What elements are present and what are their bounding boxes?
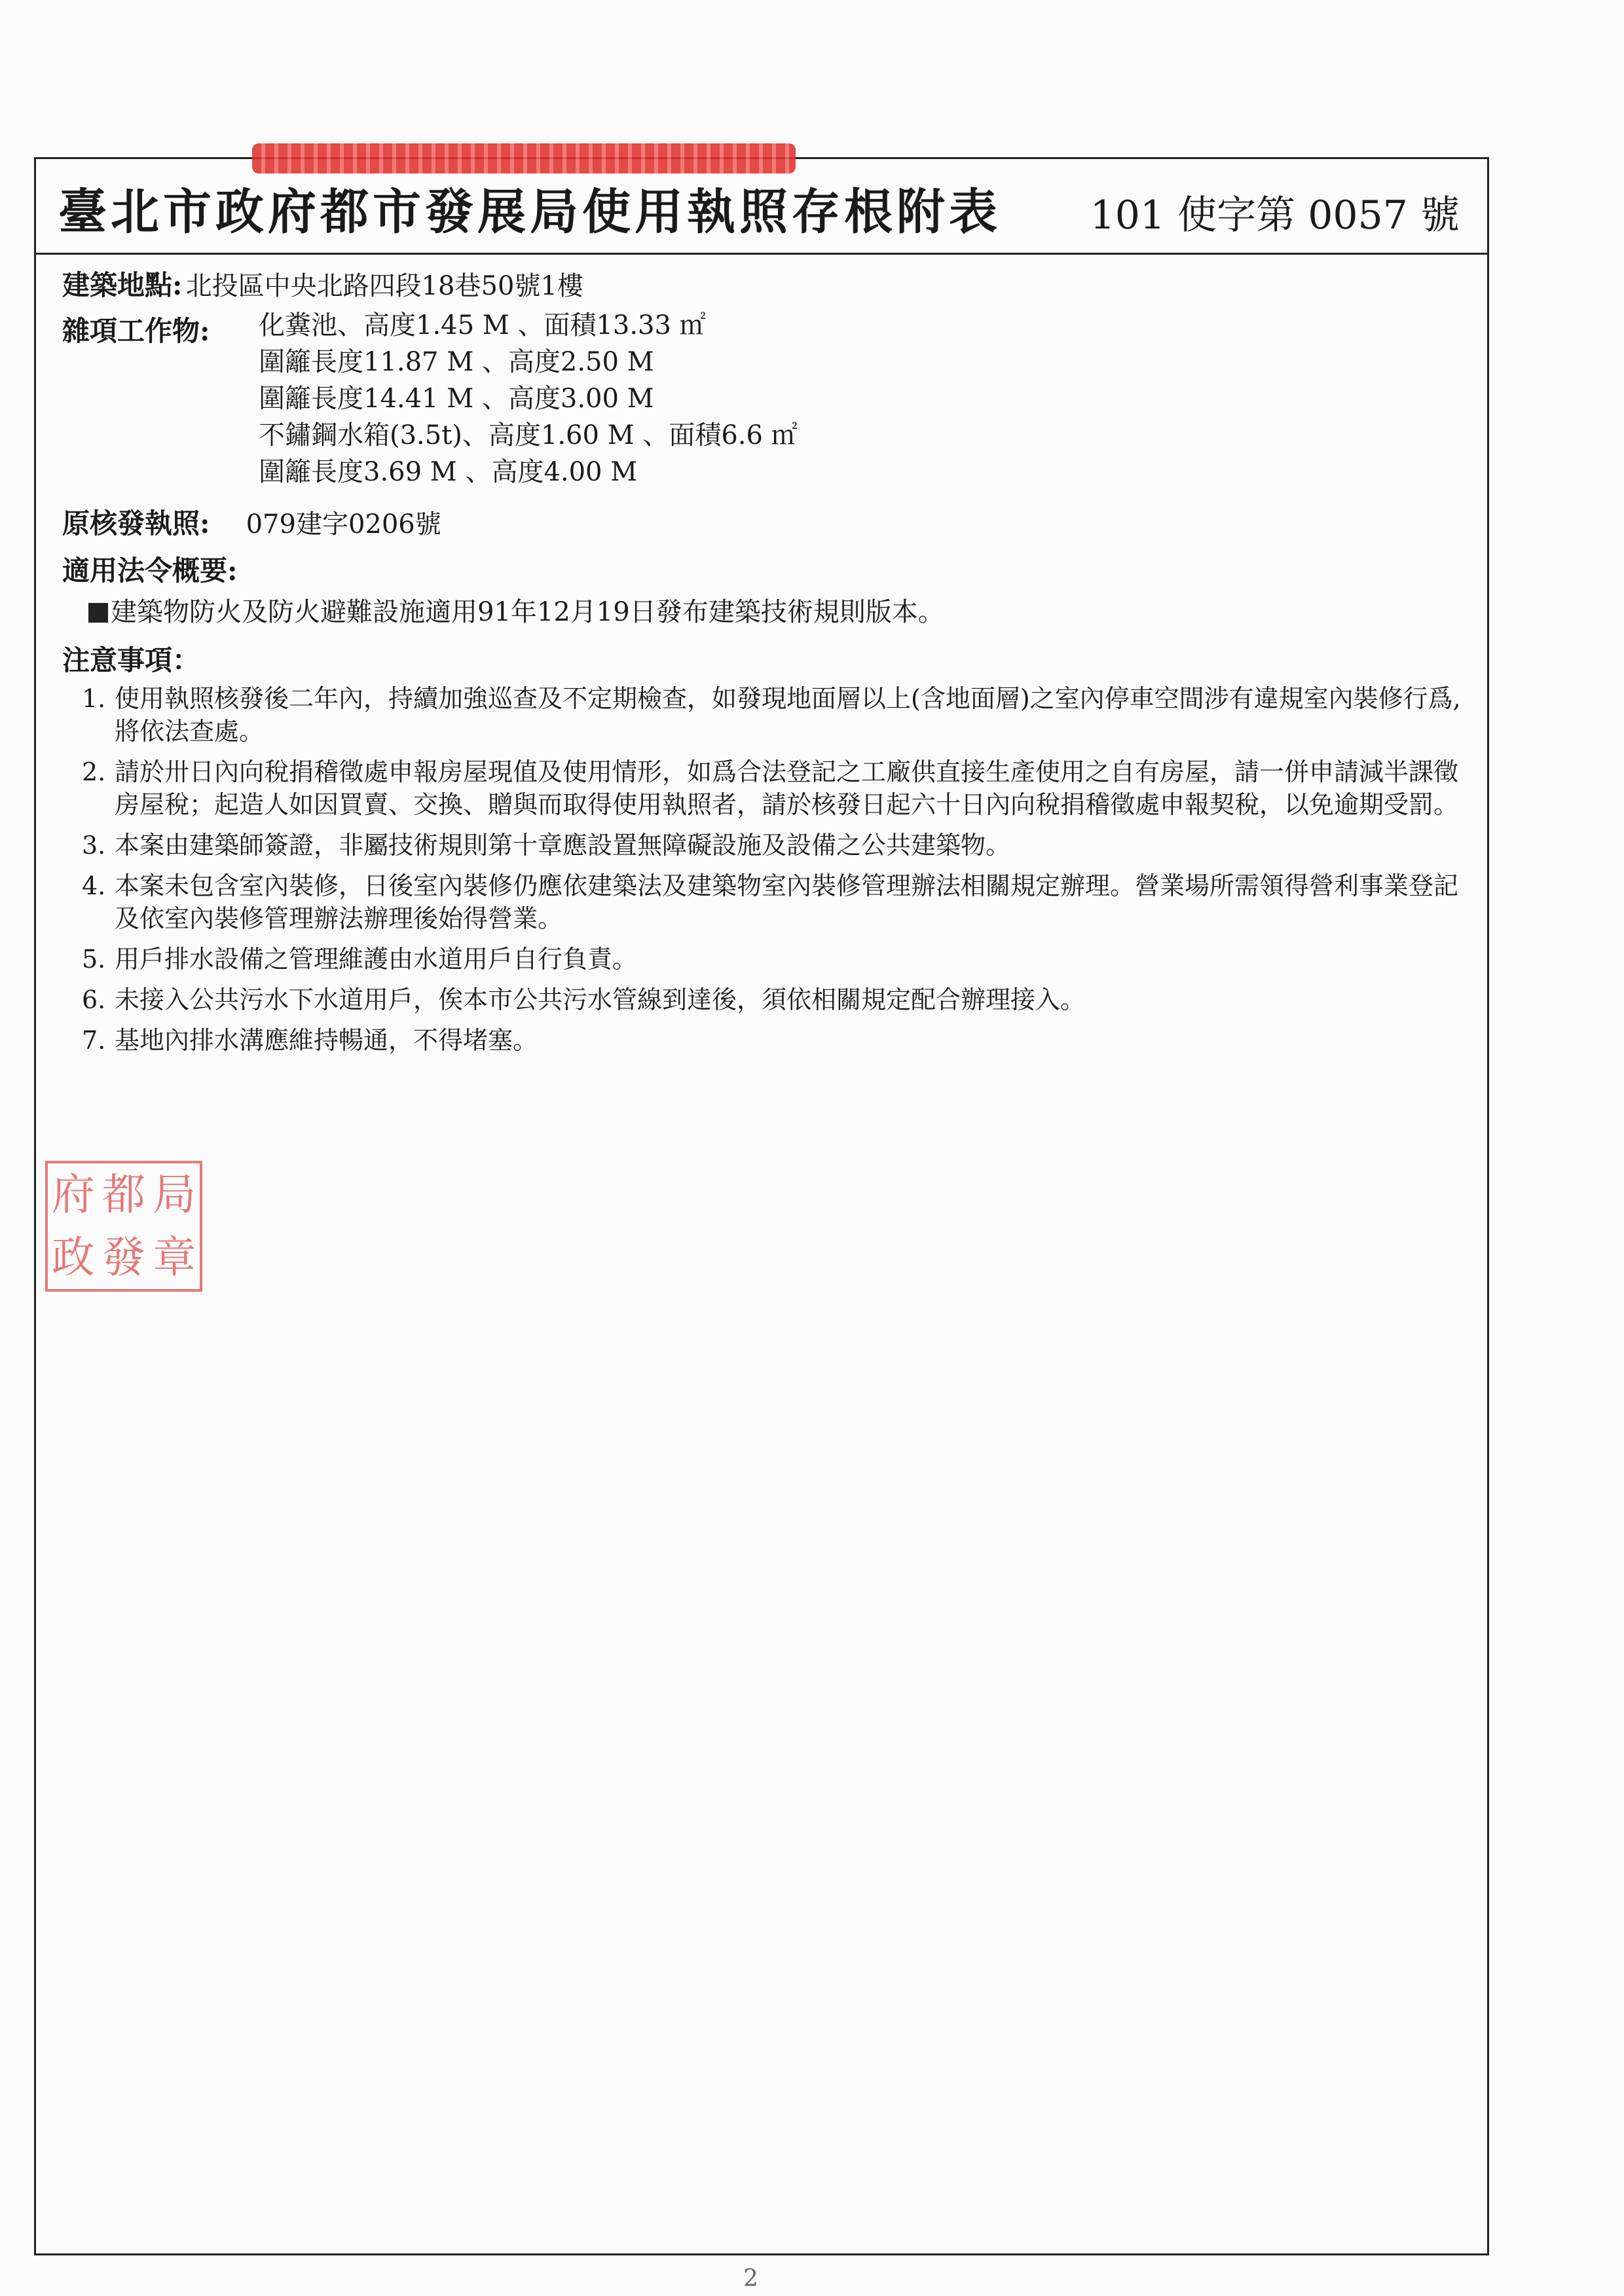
law-summary-text: 建築物防火及防火避難設施適用91年12月19日發布建築技術規則版本。 [111,597,944,627]
note-item [62,943,1464,975]
address-value: 北投區中央北路四段18巷50號1樓 [185,271,583,301]
seal-char: 局 [153,1169,196,1220]
note-number: 6. [82,985,106,1014]
note-item [62,756,1464,821]
seal-char: 發 [101,1232,145,1283]
seal-char: 都 [101,1169,145,1220]
notes-list [62,682,1464,1057]
note-text: 本案未包含室內裝修，日後室內裝修仍應依建築法及建築物室內裝修管理辦法相關規定辦理。營業場所需領得營利事業登記及依室內裝修管理辦法辦理後始得營業。 [115,871,1459,933]
title-bar [36,159,1487,255]
original-license-row [62,502,1464,541]
notes-label: 注意事項： [62,644,200,676]
red-ink-mark [252,143,796,173]
note-number: 4. [82,871,106,900]
document-title: 臺北市政府都市發展局使用執照存根附表 [58,184,1001,240]
works-item: 圍籬長度3.69 M 、高度4.00 M [259,457,638,487]
law-summary-section [62,549,1464,629]
seal-char: 府 [51,1169,95,1220]
works-item: 圍籬長度11.87 M 、高度2.50 M [259,347,654,377]
note-item [62,983,1464,1016]
original-license-value: 079建字0206號 [246,509,441,539]
note-number: 2. [82,757,106,786]
note-text: 本案由建築師簽證，非屬技術規則第十章應設置無障礙設施及設備之公共建築物。 [115,831,1011,860]
works-section [62,307,1464,490]
note-item [62,682,1464,748]
works-item: 圍籬長度14.41 M 、高度3.00 M [259,384,654,414]
official-seal-stamp [45,1161,202,1292]
page-number: 2 [743,2265,758,2292]
works-item: 不鏽鋼水箱(3.5t)、高度1.60 M 、面積6.6 ㎡ [259,420,798,450]
note-number: 5. [82,945,106,974]
permit-number: 101 使字第 0057 號 [1090,192,1460,238]
document-body [62,264,1464,1065]
address-label: 建築地點: [62,269,183,301]
notes-heading-row [62,639,1464,678]
note-text: 未接入公共污水下水道用戶，俟本市公共污水管線到達後，須依相關規定配合辦理接入。 [115,985,1086,1014]
works-list [259,307,1464,490]
note-item [62,829,1464,862]
note-number: 7. [82,1026,106,1055]
note-number: 1. [82,684,106,713]
address-row [62,264,1464,303]
note-number: 3. [82,831,106,860]
law-summary-line [88,591,1464,629]
original-license-label: 原核發執照: [62,507,210,539]
works-item: 化糞池、高度1.45 M 、面積13.33 ㎡ [259,310,706,340]
note-item [62,869,1464,935]
checked-box-icon [88,603,108,623]
note-text: 用戶排水設備之管理維護由水道用戶自行負責。 [115,945,638,974]
seal-char: 章 [153,1232,196,1283]
note-item [62,1024,1464,1057]
works-label: 雜項工作物: [62,315,210,347]
note-text: 使用執照核發後二年內，持續加強巡查及不定期檢查，如發現地面層以上(含地面層)之室內停車空間涉有違規室內裝修行爲,將依法查處。 [115,684,1461,746]
document-frame [34,157,1489,2255]
seal-char: 政 [51,1232,95,1283]
note-text: 請於卅日內向稅捐稽徵處申報房屋現值及使用情形，如爲合法登記之工廠供直接生產使用之自有房屋，請一併申請減半課徵房屋稅；起造人如因買賣、交換、贈與而取得使用執照者，請於核發日起六十日內向稅捐稽徵處申報契稅，以免逾期受罰。 [115,757,1459,819]
law-summary-label: 適用法令概要: [62,555,238,587]
note-text: 基地內排水溝應維持暢通，不得堵塞。 [115,1026,538,1055]
